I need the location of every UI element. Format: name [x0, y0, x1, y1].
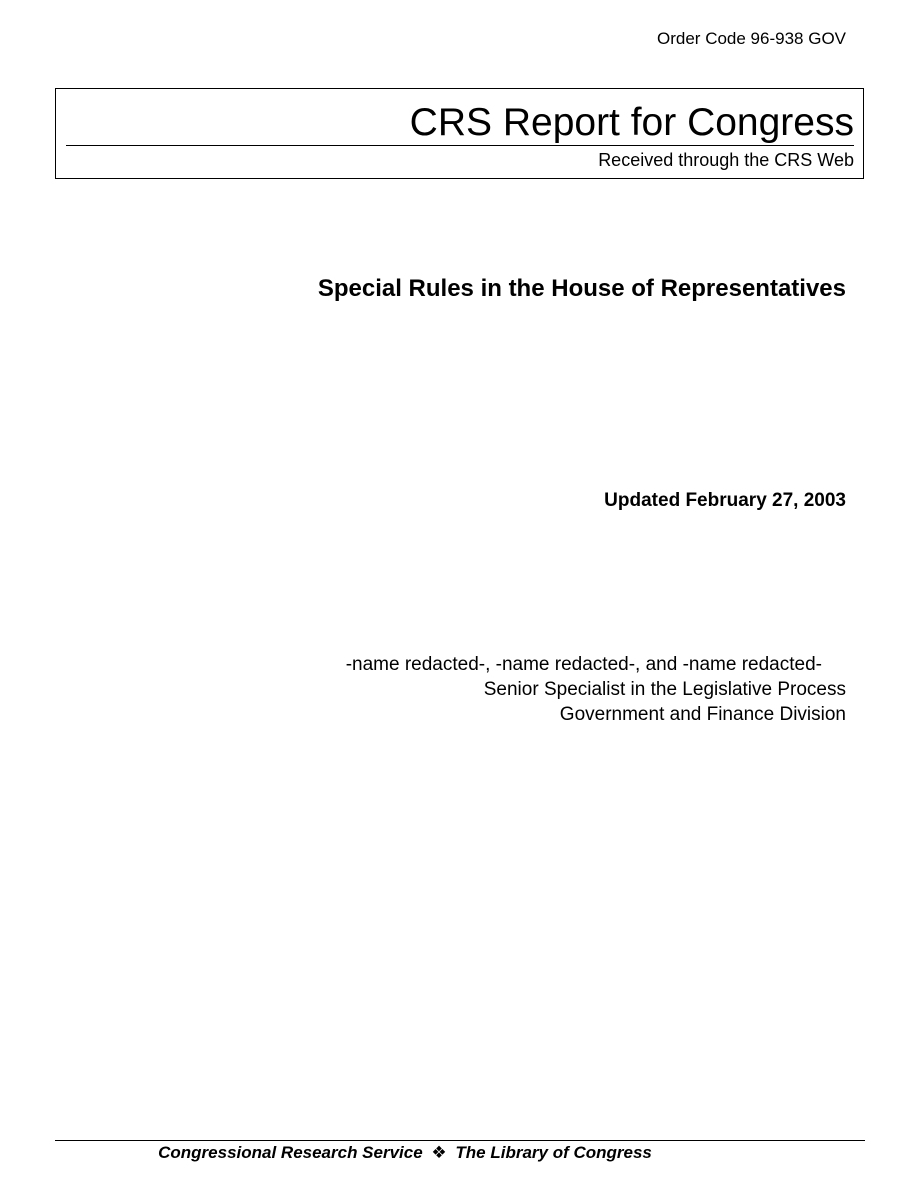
footer-divider — [55, 1140, 865, 1141]
report-series-subtitle: Received through the CRS Web — [598, 150, 854, 170]
author-division: Government and Finance Division — [559, 704, 846, 725]
report-header-box — [55, 88, 864, 179]
author-names: -name redacted-, -name redacted-, and -name redacted- — [345, 654, 822, 675]
author-position: Senior Specialist in the Legislative Process — [483, 679, 846, 700]
order-code: Order Code 96-938 GOV — [657, 29, 846, 48]
footer-organization: Congressional Research Service — [158, 1143, 423, 1162]
updated-date: Updated February 27, 2003 — [604, 490, 846, 511]
footer-library: The Library of Congress — [455, 1143, 652, 1162]
header-divider — [66, 145, 854, 146]
footer — [55, 1143, 865, 1163]
author-block — [346, 652, 846, 727]
diamond-separator-icon: ❖ — [431, 1143, 447, 1162]
page-title: Special Rules in the House of Representatives — [317, 275, 846, 302]
report-series-title: CRS Report for Congress — [409, 101, 854, 144]
